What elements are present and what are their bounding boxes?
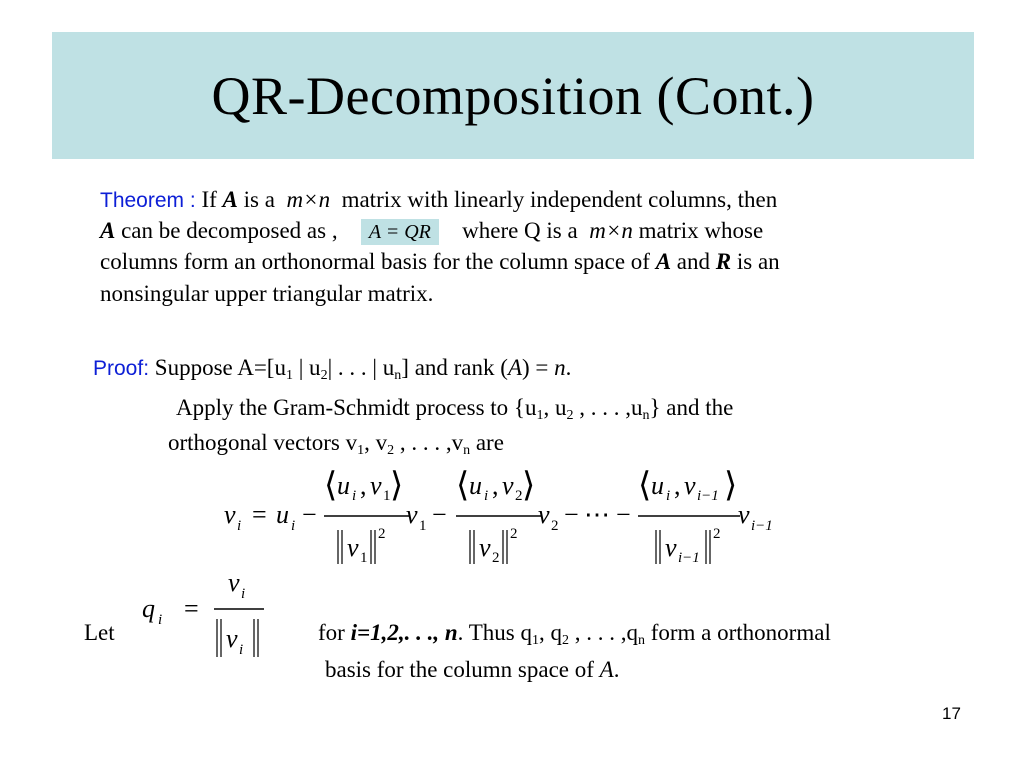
proof-line-2	[176, 392, 733, 424]
formula-minus: −	[302, 500, 317, 529]
proof-text: orthogonal vectors v	[168, 430, 358, 455]
formula-sub: i	[241, 586, 246, 602]
formula-sub: 2	[492, 550, 500, 566]
subscript: 1	[285, 368, 293, 383]
formula-u: u	[337, 471, 350, 500]
formula-eq: =	[252, 500, 267, 529]
formula-minus: −	[616, 500, 631, 529]
formula-v: v	[502, 471, 514, 500]
formula-comma: ,	[360, 471, 367, 500]
subscript: 2	[387, 443, 395, 458]
subscript: n	[642, 408, 650, 423]
theorem-text: matrix whose	[638, 218, 764, 243]
theorem-label: Theorem :	[100, 189, 196, 212]
proof-text: .	[565, 355, 572, 380]
formula-sup: 2	[510, 526, 518, 542]
subscript: 2	[561, 633, 569, 648]
index-range: i=1,2,. . ., n	[350, 620, 458, 645]
theorem-line-4	[100, 278, 433, 310]
theorem-text: can be decomposed as ,	[121, 218, 338, 243]
formula-sub: i−1	[678, 550, 700, 566]
formula-sup: 2	[378, 526, 386, 542]
formula-q: q	[142, 594, 155, 623]
theorem-text: and	[676, 249, 711, 274]
let-text: . Thus q	[457, 620, 532, 645]
let-label: Let	[84, 620, 115, 645]
formula-v: v	[738, 500, 750, 529]
matrix-A: A	[222, 187, 238, 212]
subscript: 1	[531, 633, 539, 648]
formula-rangle: ⟩	[522, 467, 536, 504]
formula-langle: ⟨	[456, 467, 470, 504]
subscript: n	[463, 443, 471, 458]
formula-v: v	[665, 533, 677, 562]
let-text: , . . . ,q	[568, 620, 638, 645]
formula-sub: i	[484, 488, 489, 504]
formula-v: v	[226, 624, 238, 653]
formula-sub: i	[158, 612, 163, 628]
qr-equation-box: A = QR	[361, 219, 439, 245]
slide-title: QR-Decomposition (Cont.)	[211, 65, 815, 126]
formula-dots: ⋯	[584, 500, 610, 529]
q-definition-formula	[140, 565, 275, 665]
page-number: 17	[942, 704, 961, 723]
let-text: .	[613, 657, 620, 682]
proof-text: , . . . ,u	[573, 395, 643, 420]
formula-u: u	[276, 500, 289, 529]
variable-n: n	[554, 355, 566, 380]
formula-minus: −	[564, 500, 579, 529]
formula-sub: i	[666, 488, 671, 504]
proof-line-1	[93, 352, 571, 385]
subscript: 2	[320, 368, 328, 383]
formula-v: v	[228, 568, 240, 597]
matrix-A: A	[507, 355, 522, 380]
formula-v: v	[370, 471, 382, 500]
dimension-mxn: m×n	[286, 187, 331, 212]
subscript: 2	[566, 408, 574, 423]
formula-comma: ,	[674, 471, 681, 500]
formula-v: v	[479, 533, 491, 562]
theorem-text: where Q is a	[462, 218, 578, 243]
theorem-text: is an	[736, 249, 780, 274]
let-text: basis for the column space of	[325, 657, 594, 682]
formula-rangle: ⟩	[390, 467, 404, 504]
formula-minus: −	[432, 500, 447, 529]
proof-text: } and the	[649, 395, 734, 420]
theorem-text: nonsingular upper triangular matrix.	[100, 281, 434, 306]
formula-eq: =	[184, 594, 199, 623]
formula-sub: 1	[383, 488, 391, 504]
formula-v: v	[406, 500, 418, 529]
theorem-text: matrix with linearly independent columns, then	[341, 187, 778, 212]
theorem-line-3	[100, 246, 780, 278]
formula-sub: i	[352, 488, 357, 504]
formula-langle: ⟨	[324, 467, 338, 504]
formula-v: v	[684, 471, 696, 500]
theorem-text: columns form an orthonormal basis for the column space of	[100, 249, 650, 274]
proof-text: , u	[543, 395, 567, 420]
proof-text: are	[470, 430, 504, 455]
let-text: for	[318, 620, 345, 645]
matrix-R: R	[715, 249, 732, 274]
formula-sub: 2	[551, 518, 559, 534]
proof-text: Apply the Gram-Schmidt process to {u	[176, 395, 537, 420]
proof-label: Proof:	[93, 357, 150, 380]
gram-schmidt-formula	[220, 460, 780, 572]
formula-u: u	[469, 471, 482, 500]
matrix-A: A	[599, 657, 614, 682]
formula-v: v	[538, 500, 550, 529]
formula-sub: 1	[419, 518, 427, 534]
proof-text: , v	[364, 430, 388, 455]
theorem-line-2	[100, 215, 763, 247]
subscript: 1	[536, 408, 544, 423]
proof-text: ) =	[522, 355, 549, 380]
subscript: n	[394, 368, 402, 383]
formula-sup: 2	[713, 526, 721, 542]
formula-sub: i	[239, 642, 244, 658]
dimension-mxn: m×n	[589, 218, 633, 243]
formula-u: u	[651, 471, 664, 500]
proof-text: | . . . | u	[327, 355, 395, 380]
title-bar	[52, 32, 974, 159]
formula-sub: 2	[515, 488, 523, 504]
let-line-1	[318, 617, 831, 649]
formula-v: v	[224, 500, 236, 529]
matrix-A: A	[100, 218, 116, 243]
proof-line-3	[168, 427, 504, 459]
let-text: form a orthonormal	[644, 620, 831, 645]
formula-sub: 1	[360, 550, 368, 566]
proof-text: , . . . ,v	[394, 430, 464, 455]
proof-text: | u	[292, 355, 321, 380]
formula-sub: i	[291, 518, 296, 534]
formula-langle: ⟨	[638, 467, 652, 504]
let-line-2	[325, 654, 619, 686]
proof-text: Suppose A=[u	[154, 355, 286, 380]
formula-rangle: ⟩	[724, 467, 738, 504]
formula-sub: i−1	[697, 488, 719, 504]
theorem-line-1	[100, 184, 777, 217]
matrix-A: A	[655, 249, 672, 274]
formula-v: v	[347, 533, 359, 562]
theorem-text: If	[201, 187, 217, 212]
subscript: n	[637, 633, 645, 648]
formula-sub: i−1	[751, 518, 773, 534]
theorem-text: is a	[243, 187, 275, 212]
proof-text: ] and rank (	[401, 355, 508, 380]
let-text: , q	[538, 620, 562, 645]
subscript: 1	[357, 443, 365, 458]
formula-comma: ,	[492, 471, 499, 500]
formula-sub: i	[237, 518, 242, 534]
